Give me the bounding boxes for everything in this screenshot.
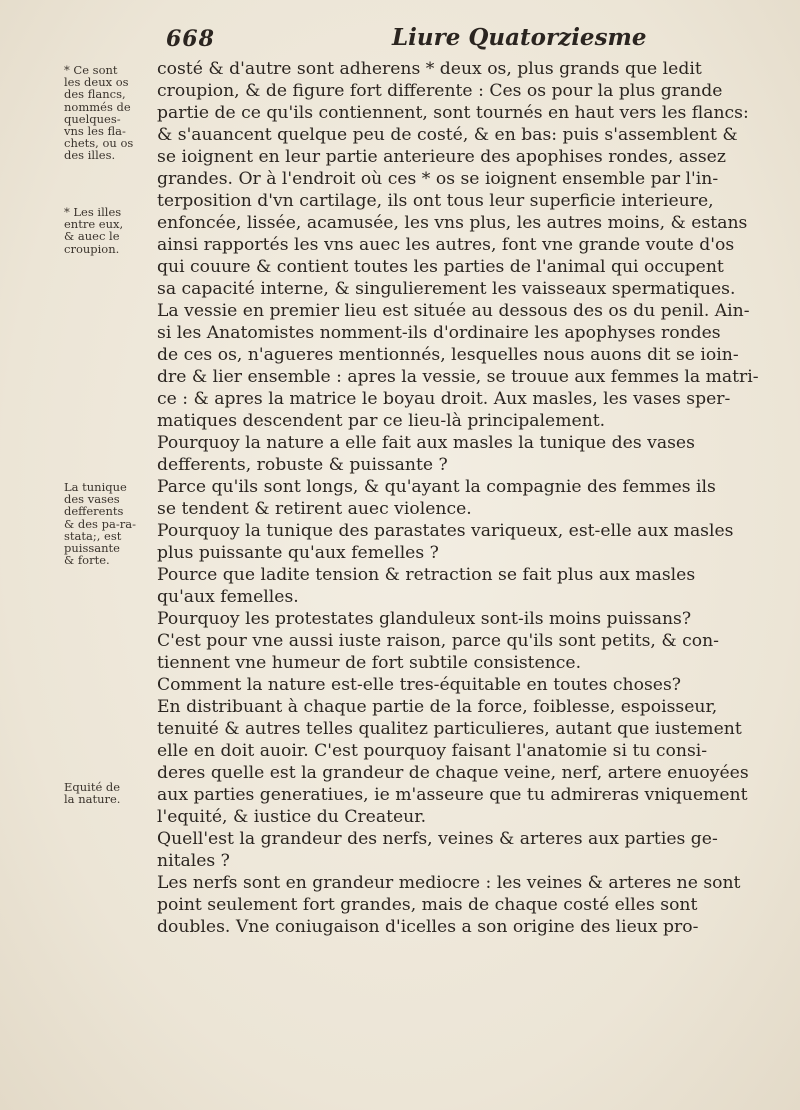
text-line: aux parties generatiues, ie m'asseure que tu admireras vniquement <box>157 785 748 805</box>
margin-line: nommés de <box>64 99 131 114</box>
text-line: partie de ce qu'ils contiennent, sont tournés en haut vers les flancs: <box>157 103 749 123</box>
margin-note-illes <box>64 206 154 255</box>
text-line: tenuité & autres telles qualitez particulieres, autant que iustement <box>157 719 742 739</box>
margin-line: des vases <box>64 492 120 507</box>
margin-note-os-des-flancs <box>64 64 154 162</box>
margin-line: Equité de <box>64 780 121 794</box>
text-line: se tendent & retirent auec violence. <box>157 499 472 519</box>
text-line: C'est pour vne aussi iuste raison, parce qu'ils sont petits, & con- <box>157 631 719 651</box>
text-line: grandes. Or à l'endroit où ces * os se ioignent ensemble par l'in- <box>157 169 719 189</box>
page-number: 668 <box>166 26 215 52</box>
text-line: Pource que ladite tension & retraction se fait plus aux masles <box>157 565 696 585</box>
text-line: deres quelle est la grandeur de chaque veine, nerf, artere enuoyées <box>157 763 749 783</box>
margin-line: * Les illes <box>64 205 122 219</box>
margin-line: entre eux, <box>64 217 124 232</box>
text-line: En distribuant à chaque partie de la force, foiblesse, espoisseur, <box>157 697 718 717</box>
text-line: Parce qu'ils sont longs, & qu'ayant la compagnie des femmes ils <box>157 477 716 497</box>
text-line: qui couure & contient toutes les parties de l'animal qui occupent <box>157 257 724 277</box>
margin-line: defferents <box>64 504 124 519</box>
margin-line: croupion. <box>64 241 120 256</box>
text-line: La vessie en premier lieu est située au dessous des os du penil. Ain- <box>157 301 750 321</box>
text-line: defferents, robuste & puissante ? <box>157 455 448 475</box>
text-line: sa capacité interne, & singulierement les vaisseaux spermatiques. <box>157 279 736 299</box>
margin-line: quelques- <box>64 111 121 126</box>
text-line: de ces os, n'agueres mentionnés, lesquelles nous auons dit se ioin- <box>157 345 739 365</box>
text-line: enfoncée, lissée, acamusée, les vns plus, les autres moins, & estans <box>157 213 748 233</box>
margin-line: puissante <box>64 541 120 556</box>
text-line: Pourquoy la nature a elle fait aux masles la tunique des vases <box>157 433 695 453</box>
text-line: costé & d'autre sont adherens * deux os, plus grands que ledit <box>157 59 702 79</box>
text-line: doubles. Vne coniugaison d'icelles a son origine des lieux pro- <box>157 917 699 937</box>
margin-line: vns les fla- <box>64 124 126 139</box>
text-line: matiques descendent par ce lieu-là principalement. <box>157 411 606 431</box>
text-line: dre & lier ensemble : apres la vessie, se trouue aux femmes la matri- <box>157 367 759 387</box>
text-line: si les Anatomistes nomment-ils d'ordinaire les apophyses rondes <box>157 323 721 343</box>
text-line: point seulement fort grandes, mais de chaque costé elles sont <box>157 895 698 915</box>
text-line: Quell'est la grandeur des nerfs, veines & arteres aux parties ge- <box>157 829 718 849</box>
text-line: croupion, & de figure fort differente : Ces os pour la plus grande <box>157 81 723 101</box>
margin-line: les deux os <box>64 75 129 90</box>
text-line: Pourquoy la tunique des parastates variqueux, est-elle aux masles <box>157 521 734 541</box>
margin-line: chets, ou os <box>64 136 134 151</box>
margin-line: des flancs, <box>64 87 126 102</box>
margin-line: des illes. <box>64 148 116 163</box>
text-line: Les nerfs sont en grandeur mediocre : les veines & arteres ne sont <box>157 873 741 893</box>
text-line: se ioignent en leur partie anterieure des apophises rondes, assez <box>157 147 726 167</box>
text-line: terposition d'vn cartilage, ils ont tous leur superficie interieure, <box>157 191 714 211</box>
text-line: tiennent vne humeur de fort subtile consistence. <box>157 653 582 673</box>
text-line: ce : & apres la matrice le boyau droit. Aux masles, les vases sper- <box>157 389 731 409</box>
text-line: Pourquoy les protestates glanduleux sont-ils moins puissans? <box>157 609 692 629</box>
text-line: Comment la nature est-elle tres-équitable en toutes choses? <box>157 675 681 695</box>
text-line: & s'auancent quelque peu de costé, & en bas: puis s'assemblent & <box>157 125 738 145</box>
page-header <box>0 22 800 58</box>
margin-line: La tunique <box>64 480 127 494</box>
text-line: qu'aux femelles. <box>157 587 299 607</box>
text-line: elle en doit auoir. C'est pourquoy faisant l'anatomie si tu consi- <box>157 741 708 761</box>
margin-line: la nature. <box>64 792 121 807</box>
margin-line: & des pa-ra- <box>64 516 136 531</box>
margin-note-tunique <box>64 481 154 566</box>
margin-line: * Ce sont <box>64 63 118 77</box>
margin-line: & forte. <box>64 553 110 568</box>
margin-note-equite <box>64 781 154 805</box>
running-title: Liure Quatorziesme <box>392 24 647 51</box>
margin-line: stata;, est <box>64 528 122 543</box>
main-text <box>157 58 772 938</box>
text-line: nitales ? <box>157 851 230 871</box>
margin-line: & auec le <box>64 229 120 244</box>
text-line: plus puissante qu'aux femelles ? <box>157 543 439 563</box>
text-line: l'equité, & iustice du Createur. <box>157 807 427 827</box>
text-line: ainsi rapportés les vns auec les autres, font vne grande voute d'os <box>157 235 735 255</box>
